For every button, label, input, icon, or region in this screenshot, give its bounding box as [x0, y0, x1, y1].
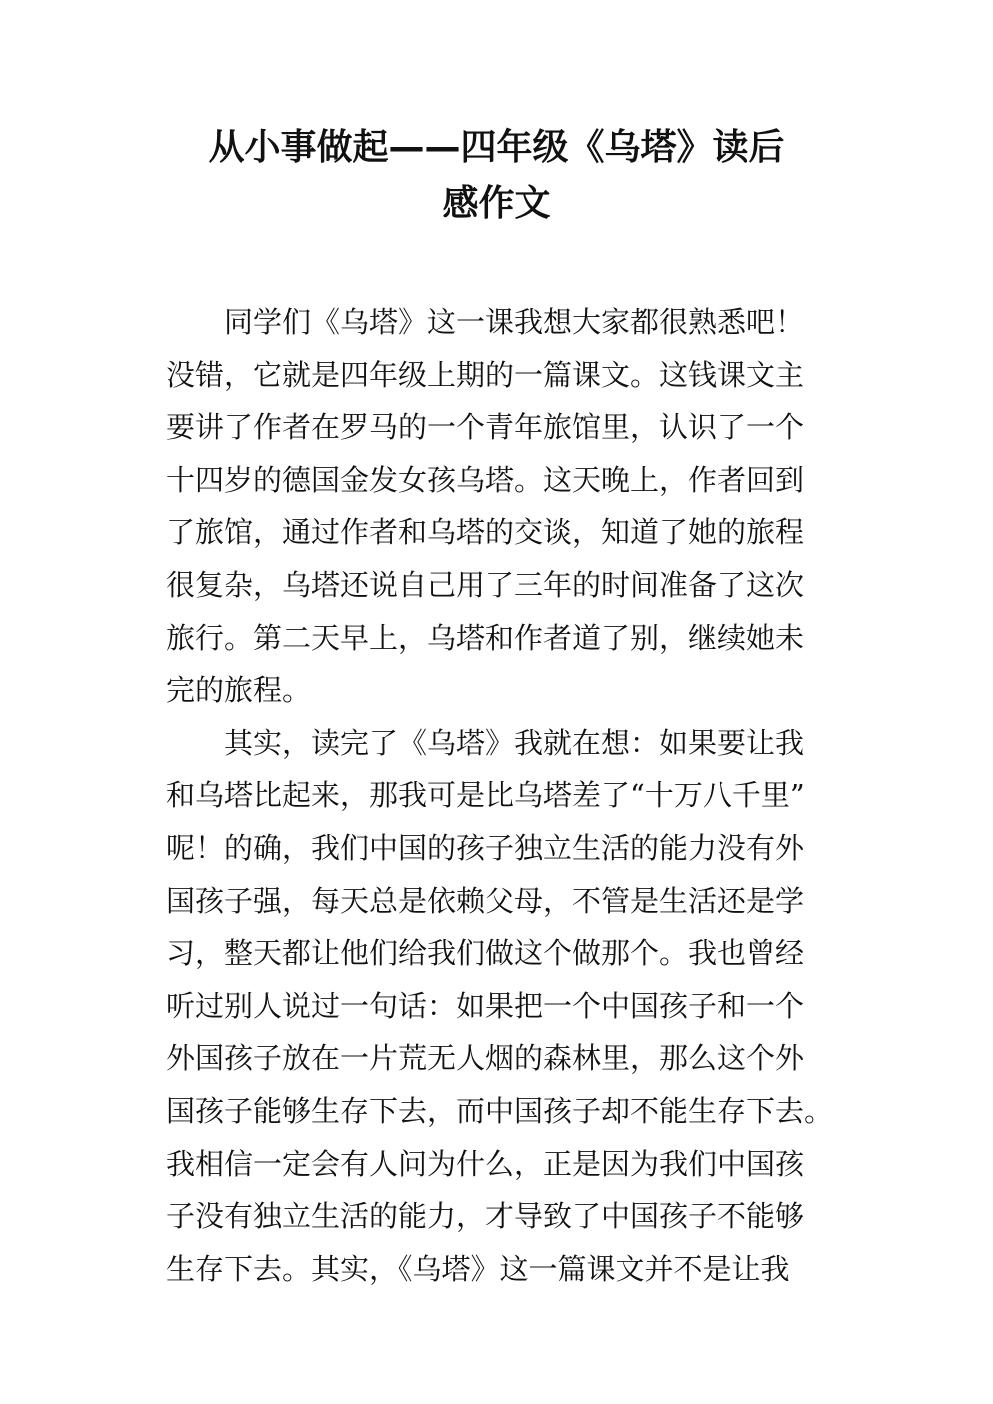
- paragraph-line: 听过别人说过一句话：如果把一个中国孩子和一个: [166, 988, 805, 1023]
- paragraph-line: 其实，读完了《乌塔》我就在想：如果要让我: [224, 725, 805, 760]
- document-body: [166, 296, 846, 1295]
- paragraph-line: 旅行。第二天早上，乌塔和作者道了别，继续她未: [166, 620, 805, 655]
- paragraph-line: 呢！的确，我们中国的孩子独立生活的能力没有外: [166, 830, 805, 865]
- paragraph-line: 外国孩子放在一片荒无人烟的森林里，那么这个外: [166, 1041, 805, 1076]
- paragraph-line: 和乌塔比起来，那我可是比乌塔差了“十万八千里”: [166, 778, 805, 813]
- document-title: [150, 120, 843, 232]
- title-line: 从小事做起——四年级《乌塔》读后: [208, 127, 785, 168]
- paragraph-line: 国孩子能够生存下去，而中国孩子却不能生存下去。: [166, 1093, 834, 1128]
- paragraph-line: 很复杂，乌塔还说自己用了三年的时间准备了这次: [166, 567, 805, 602]
- paragraph-line: 习，整天都让他们给我们做这个做那个。我也曾经: [166, 936, 805, 971]
- title-line: 感作文: [442, 183, 551, 224]
- paragraph-line: 要讲了作者在罗马的一个青年旅馆里，认识了一个: [166, 410, 805, 445]
- paragraph: [166, 717, 846, 1296]
- paragraph-line: 国孩子强，每天总是依赖父母，不管是生活还是学: [166, 883, 805, 918]
- paragraph-line: 子没有独立生活的能力，才导致了中国孩子不能够: [166, 1199, 805, 1234]
- paragraph-line: 没错，它就是四年级上期的一篇课文。这钱课文主: [166, 357, 805, 392]
- paragraph: [166, 296, 846, 717]
- paragraph-line: 我相信一定会有人问为什么，正是因为我们中国孩: [166, 1146, 805, 1181]
- paragraph-line: 十四岁的德国金发女孩乌塔。这天晚上，作者回到: [166, 462, 805, 497]
- paragraph-line: 了旅馆，通过作者和乌塔的交谈，知道了她的旅程: [166, 515, 805, 550]
- paragraph-line: 同学们《乌塔》这一课我想大家都很熟悉吧！: [224, 305, 805, 339]
- paragraph-line: 完的旅程。: [166, 673, 312, 708]
- paragraph-line: 生存下去。其实，《乌塔》这一篇课文并不是让我: [166, 1251, 790, 1286]
